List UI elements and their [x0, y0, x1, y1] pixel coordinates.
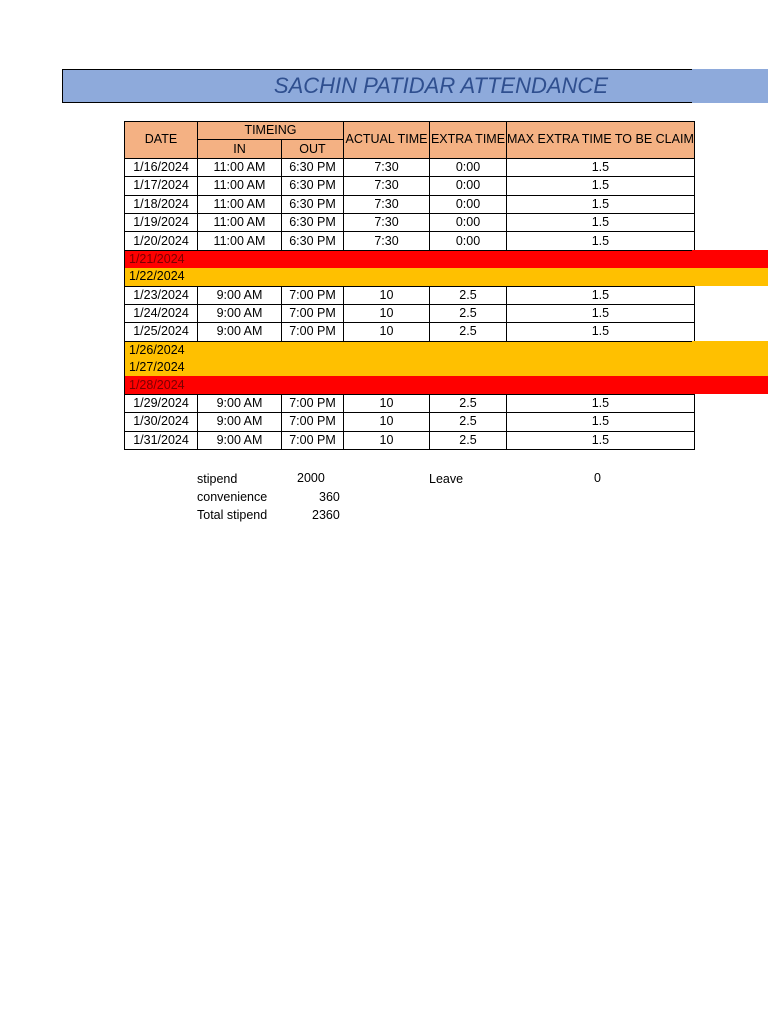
header-out: OUT: [282, 140, 344, 158]
max-cell: 1.5: [507, 413, 695, 431]
table-row: [125, 213, 695, 231]
in-cell: 11:00 AM: [198, 177, 282, 195]
table-row: [125, 413, 695, 431]
header-max-extra-time: MAX EXTRA TIME TO BE CLAIM: [507, 122, 695, 159]
out-cell: 7:00 PM: [282, 394, 344, 412]
out-cell: 7:00 PM: [282, 431, 344, 449]
out-cell: 6:30 PM: [282, 158, 344, 176]
in-cell: 11:00 AM: [198, 158, 282, 176]
holiday-row: [125, 268, 695, 286]
holiday-band: [692, 376, 768, 394]
holiday-fill: [198, 341, 695, 359]
in-cell: 11:00 AM: [198, 232, 282, 250]
out-cell: 6:30 PM: [282, 213, 344, 231]
date-cell: 1/25/2024: [125, 323, 198, 341]
actual-cell: 7:30: [344, 195, 430, 213]
out-cell: 7:00 PM: [282, 413, 344, 431]
holiday-row: [125, 250, 695, 268]
holiday-band: [692, 250, 768, 268]
actual-cell: 10: [344, 394, 430, 412]
table-row: [125, 286, 695, 304]
header-extra-time: EXTRA TIME: [430, 122, 507, 159]
out-cell: 6:30 PM: [282, 232, 344, 250]
extra-cell: 2.5: [430, 304, 507, 322]
table-row: [125, 195, 695, 213]
table-row: [125, 158, 695, 176]
max-cell: 1.5: [507, 431, 695, 449]
out-cell: 7:00 PM: [282, 323, 344, 341]
extra-cell: 2.5: [430, 286, 507, 304]
date-cell: 1/22/2024: [125, 268, 198, 286]
in-cell: 9:00 AM: [198, 431, 282, 449]
holiday-band: [692, 359, 768, 376]
date-cell: 1/19/2024: [125, 213, 198, 231]
header-actual-time: ACTUAL TIME: [344, 122, 430, 159]
actual-cell: 10: [344, 413, 430, 431]
extra-cell: 2.5: [430, 394, 507, 412]
actual-cell: 10: [344, 286, 430, 304]
total-stipend-label: Total stipend: [197, 508, 268, 522]
max-cell: 1.5: [507, 394, 695, 412]
date-cell: 1/30/2024: [125, 413, 198, 431]
extra-cell: 0:00: [430, 177, 507, 195]
title-cell: [62, 69, 692, 103]
page-title: SACHIN PATIDAR ATTENDANCE: [273, 73, 608, 98]
title-bar: [62, 69, 768, 103]
actual-cell: 7:30: [344, 177, 430, 195]
holiday-fill: [198, 376, 695, 394]
holiday-row: [125, 341, 695, 359]
date-cell: 1/29/2024: [125, 394, 198, 412]
max-cell: 1.5: [507, 158, 695, 176]
table-row: [125, 177, 695, 195]
in-cell: 9:00 AM: [198, 286, 282, 304]
in-cell: 11:00 AM: [198, 195, 282, 213]
actual-cell: 10: [344, 304, 430, 322]
table-row: [125, 323, 695, 341]
in-cell: 9:00 AM: [198, 413, 282, 431]
date-cell: 1/27/2024: [125, 359, 198, 376]
actual-cell: 7:30: [344, 232, 430, 250]
holiday-row: [125, 376, 695, 394]
holiday-row: [125, 359, 695, 376]
date-cell: 1/18/2024: [125, 195, 198, 213]
holiday-band: [692, 268, 768, 286]
convenience-label: convenience: [197, 490, 268, 504]
table-row: [125, 394, 695, 412]
actual-cell: 7:30: [344, 213, 430, 231]
date-cell: 1/26/2024: [125, 341, 198, 359]
attendance-table: [124, 121, 695, 450]
out-cell: 7:00 PM: [282, 304, 344, 322]
holiday-band: [692, 341, 768, 359]
holiday-fill: [198, 268, 695, 286]
extra-cell: 0:00: [430, 232, 507, 250]
extra-cell: 2.5: [430, 413, 507, 431]
max-cell: 1.5: [507, 304, 695, 322]
leave-value: 0: [594, 471, 601, 485]
date-cell: 1/28/2024: [125, 376, 198, 394]
max-cell: 1.5: [507, 177, 695, 195]
convenience-value: 360: [319, 490, 340, 504]
in-cell: 11:00 AM: [198, 213, 282, 231]
out-cell: 6:30 PM: [282, 195, 344, 213]
holiday-fill: [198, 359, 695, 376]
in-cell: 9:00 AM: [198, 394, 282, 412]
max-cell: 1.5: [507, 323, 695, 341]
holiday-fill: [198, 250, 695, 268]
extra-cell: 2.5: [430, 431, 507, 449]
actual-cell: 10: [344, 431, 430, 449]
date-cell: 1/24/2024: [125, 304, 198, 322]
in-cell: 9:00 AM: [198, 323, 282, 341]
max-cell: 1.5: [507, 286, 695, 304]
table-row: [125, 232, 695, 250]
date-cell: 1/20/2024: [125, 232, 198, 250]
attendance-body: [125, 158, 695, 449]
date-cell: 1/21/2024: [125, 250, 198, 268]
stipend-label: stipend: [197, 472, 238, 486]
out-cell: 6:30 PM: [282, 177, 344, 195]
extra-cell: 2.5: [430, 323, 507, 341]
leave-label: Leave: [429, 472, 464, 486]
date-cell: 1/23/2024: [125, 286, 198, 304]
max-cell: 1.5: [507, 195, 695, 213]
extra-cell: 0:00: [430, 213, 507, 231]
total-stipend-value: 2360: [312, 508, 340, 522]
actual-cell: 10: [344, 323, 430, 341]
table-row: [125, 431, 695, 449]
in-cell: 9:00 AM: [198, 304, 282, 322]
header-in: IN: [198, 140, 282, 158]
table-row: [125, 304, 695, 322]
date-cell: 1/31/2024: [125, 431, 198, 449]
stipend-value: 2000: [297, 471, 325, 485]
header-timing: TIMEING: [198, 122, 344, 140]
max-cell: 1.5: [507, 232, 695, 250]
max-cell: 1.5: [507, 213, 695, 231]
header-date: DATE: [125, 122, 198, 159]
date-cell: 1/16/2024: [125, 158, 198, 176]
extra-cell: 0:00: [430, 158, 507, 176]
date-cell: 1/17/2024: [125, 177, 198, 195]
actual-cell: 7:30: [344, 158, 430, 176]
out-cell: 7:00 PM: [282, 286, 344, 304]
extra-cell: 0:00: [430, 195, 507, 213]
